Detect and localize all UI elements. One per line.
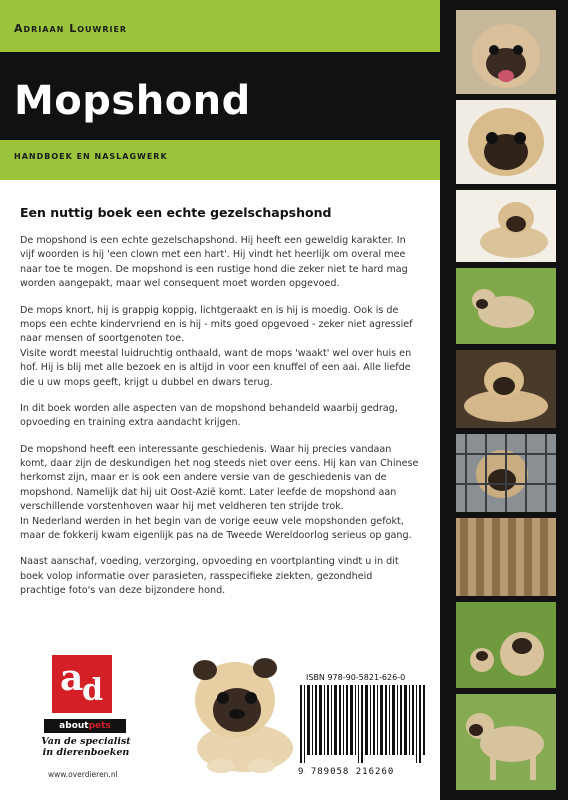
author-name: Adriaan Louwrier: [14, 22, 128, 35]
blurb: [20, 205, 420, 611]
pug-photo: [456, 518, 556, 596]
aboutpets-brand: aboutpets: [44, 719, 126, 733]
subtitle-band: [0, 140, 440, 180]
pug-photo: [456, 350, 556, 428]
publisher-logo: [41, 655, 131, 759]
isbn-digits: 9 789058 216260: [298, 767, 395, 777]
photo-strip: [440, 0, 568, 800]
pug-photo: [456, 694, 556, 790]
blurb-paragraph: De mops knort, hij is grappig koppig, lichtgeraakt en is hij is moedig. Ook is de mops een echte kindervriend en is hij - mits goed opgevoed - zeker niet agressief naar mensen of soortgenoten toe. Visite wordt meestal luidruchtig onthaald, want de mops 'waakt' wel over huis en hof. Hij is blij met alle bezoek en is altijd in voor een knuffel of een aai. Alle liefde die u uw mops geeft, krijgt u dubbel en dwars terug.: [20, 304, 413, 388]
blurb-paragraph: De mopshond is een echte gezelschapshond. Hij heeft een geweldig karakter. In vijf woorden is hij 'een clown met een hart'. Hij vindt het heerlijk om overal mee naar toe te mogen. De mopshond is een rustige hond die zeker niet te hard mag worden aangepakt, maar wel consequent moet worden opgevoed.: [20, 235, 408, 290]
pug-photo: [456, 434, 556, 512]
pug-photo: [456, 100, 556, 184]
publisher-tagline: Van de specialist in dierenboeken: [41, 736, 131, 758]
pug-photo: [456, 602, 556, 688]
title-band: [0, 52, 440, 140]
blurb-paragraph: De mopshond heeft een interessante geschiedenis. Waar hij precies vandaan komt, daar zijn de deskundigen het nog steeds niet over eens. Hij kan van Chinese herkomst zijn, maar er is ook een andere versie van de geschiedenis van de mopshond. Namelijk dat hij uit Oost-Azië komt. Later leefde de mopshond aan verschillende vorstenhoven waar hij met veldheren ten strijde trok. In Nederland werden in het begin van de vorige eeuw vele mopshonden gefokt, maar de fokkerij kwam eigenlijk pas na de Tweede Wereldoorlog serieus op gang.: [20, 443, 419, 542]
pug-puppy-photo: [175, 648, 295, 778]
author-band: [0, 0, 440, 52]
book-title: Mopshond: [14, 78, 251, 124]
publisher-mark: a d: [52, 655, 112, 713]
pug-photo: [456, 190, 556, 262]
isbn-label: ISBN 978-90-5821-626-0: [306, 673, 406, 682]
publisher-website: www.overdieren.nl: [48, 770, 118, 779]
book-subtitle: HANDBOEK EN NASLAGWERK: [14, 152, 168, 161]
pug-photo: [456, 268, 556, 344]
blurb-heading: Een nuttig boek een echte gezelschapshond: [20, 205, 332, 220]
blurb-paragraph: Naast aanschaf, voeding, verzorging, opvoeding en voortplanting vindt u in dit boek volop informatie over parasieten, rasspecifieke ziekten, gezondheid prachtige foto's van deze bijzondere hond.: [20, 556, 399, 597]
blurb-paragraph: In dit boek worden alle aspecten van de mopshond behandeld waarbij gedrag, opvoeding en training extra aandacht krijgen.: [20, 402, 398, 429]
pug-photo: [456, 10, 556, 94]
barcode: [298, 685, 428, 763]
